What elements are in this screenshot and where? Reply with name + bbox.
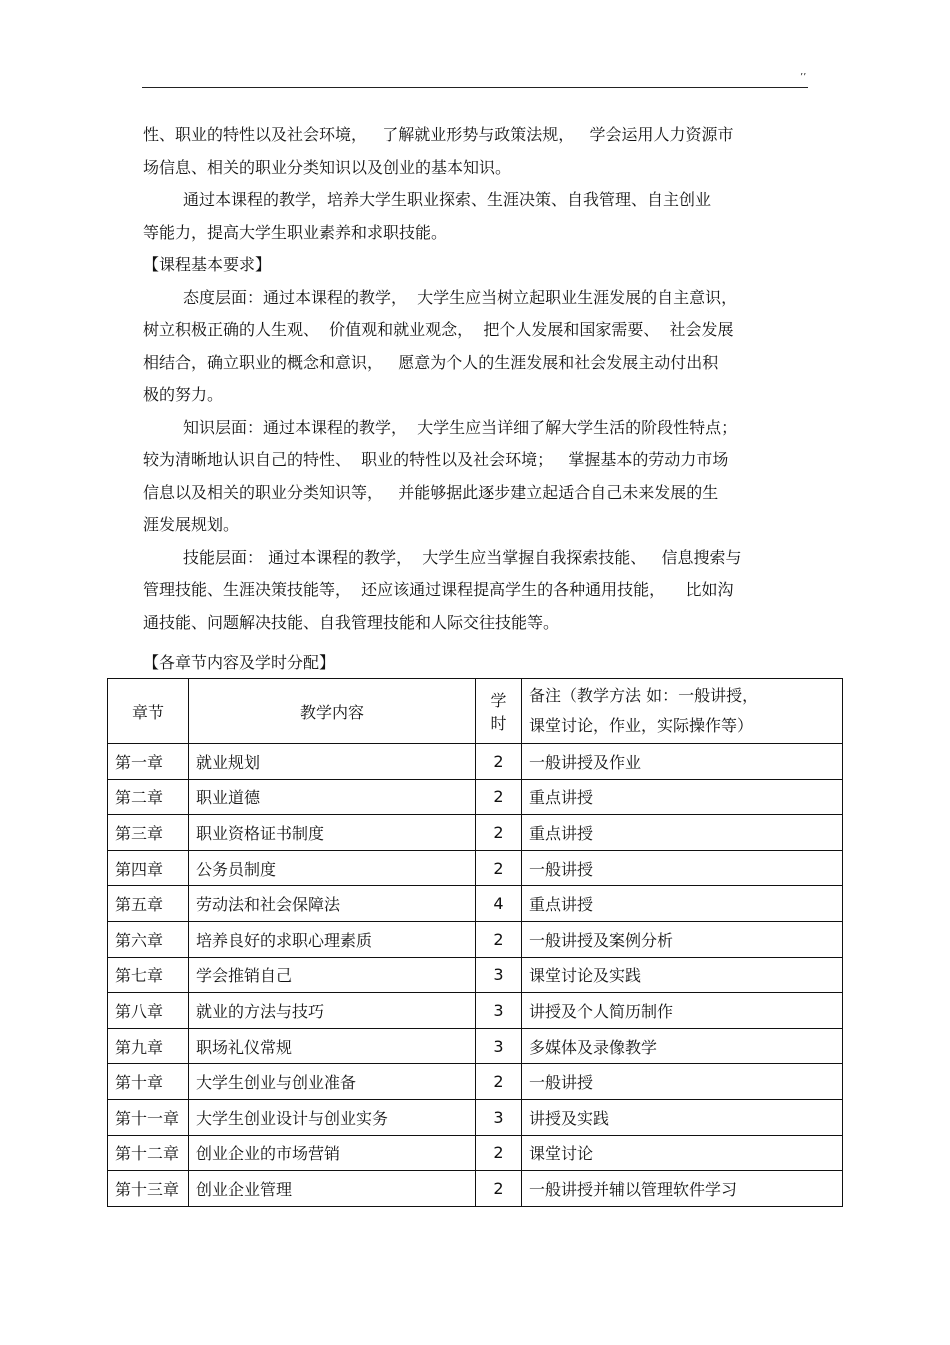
header-content: 教学内容 — [189, 679, 476, 744]
table-row — [108, 1099, 843, 1135]
cell-chapter: 第十二章 — [108, 1135, 189, 1171]
table-row — [108, 1064, 843, 1100]
table-row — [108, 815, 843, 851]
cell-content: 劳动法和社会保障法 — [189, 886, 476, 922]
table-header-row — [108, 679, 843, 744]
cell-chapter: 第十一章 — [108, 1099, 189, 1135]
cell-note: 多媒体及录像教学 — [522, 1028, 843, 1064]
cell-chapter: 第十三章 — [108, 1171, 189, 1207]
paragraph-line: 技能层面： 通过本课程的教学， 大学生应当掌握自我探索技能、 信息搜索与 — [183, 547, 742, 567]
cell-hours: 2 — [476, 744, 522, 780]
cell-note: 一般讲授 — [522, 850, 843, 886]
paragraph-line: 涯发展规划。 — [143, 515, 240, 534]
table-row — [108, 850, 843, 886]
cell-content: 职业资格证书制度 — [189, 815, 476, 851]
cell-content: 职业道德 — [189, 779, 476, 815]
paragraph-line: 场信息、相关的职业分类知识以及创业的基本知识。 — [143, 157, 512, 177]
cell-hours: 2 — [476, 1171, 522, 1207]
paragraph-line: 通过本课程的教学，培养大学生职业探索、生涯决策、自我管理、自主创业 — [183, 190, 712, 209]
cell-note: 重点讲授 — [522, 886, 843, 922]
table-row — [108, 1028, 843, 1064]
paragraph-line: 极的努力。 — [143, 385, 224, 404]
cell-content: 创业企业的市场营销 — [189, 1135, 476, 1171]
cell-content: 就业的方法与技巧 — [189, 993, 476, 1029]
cell-content: 就业规划 — [189, 744, 476, 780]
paragraph-line: 态度层面：通过本课程的教学， 大学生应当树立起职业生涯发展的自主意识， — [183, 287, 738, 307]
cell-hours: 2 — [476, 921, 522, 957]
header-rule — [142, 87, 808, 88]
cell-hours: 2 — [476, 779, 522, 815]
paragraph-line: 知识层面：通过本课程的教学， 大学生应当详细了解大学生活的阶段性特点； — [183, 417, 738, 437]
cell-hours: 4 — [476, 886, 522, 922]
table-title: 【各章节内容及学时分配】 — [143, 653, 336, 672]
paragraph-line: 管理技能、生涯决策技能等， 还应该通过课程提高学生的各种通用技能， 比如沟 — [143, 580, 734, 599]
cell-note: 一般讲授及案例分析 — [522, 921, 843, 957]
table-row — [108, 957, 843, 993]
cell-chapter: 第一章 — [108, 744, 189, 780]
cell-hours: 3 — [476, 1099, 522, 1135]
cell-content: 职场礼仪常规 — [189, 1028, 476, 1064]
cell-note: 讲授及实践 — [522, 1099, 843, 1135]
cell-note: 讲授及个人简历制作 — [522, 993, 843, 1029]
table-row — [108, 744, 843, 780]
cell-note: 重点讲授 — [522, 815, 843, 851]
header-hours: 学时 — [476, 679, 522, 744]
paragraph-line: 信息以及相关的职业分类知识等， 并能够据此逐步建立起适合自己未来发展的生 — [143, 482, 719, 502]
paragraph-line: 性、职业的特性以及社会环境， 了解就业形势与政策法规， 学会运用人力资源市 — [143, 125, 734, 144]
cell-note: 一般讲授及作业 — [522, 744, 843, 780]
cell-note: 一般讲授 — [522, 1064, 843, 1100]
cell-chapter: 第六章 — [108, 921, 189, 957]
cell-content: 公务员制度 — [189, 850, 476, 886]
header-chapter: 章节 — [108, 679, 189, 744]
paragraph-line: 相结合，确立职业的概念和意识， 愿意为个人的生涯发展和社会发展主动付出积 — [143, 352, 719, 372]
cell-content: 学会推销自己 — [189, 957, 476, 993]
cell-note: 一般讲授并辅以管理软件学习 — [522, 1171, 843, 1207]
paragraph-line: 树立积极正确的人生观、 价值观和就业观念， 把个人发展和国家需要、 社会发展 — [143, 320, 734, 339]
schedule-table — [107, 678, 843, 1207]
cell-content: 创业企业管理 — [189, 1171, 476, 1207]
cell-chapter: 第十章 — [108, 1064, 189, 1100]
cell-hours: 2 — [476, 815, 522, 851]
header-note-line1: 备注（教学方法 如：一般讲授， — [529, 686, 759, 705]
cell-chapter: 第四章 — [108, 850, 189, 886]
cell-content: 大学生创业与创业准备 — [189, 1064, 476, 1100]
cell-content: 培养良好的求职心理素质 — [189, 921, 476, 957]
table-row — [108, 921, 843, 957]
table-row — [108, 1171, 843, 1207]
cell-chapter: 第三章 — [108, 815, 189, 851]
cell-hours: 2 — [476, 850, 522, 886]
cell-hours: 2 — [476, 1135, 522, 1171]
cell-note: 课堂讨论及实践 — [522, 957, 843, 993]
cell-note: 重点讲授 — [522, 779, 843, 815]
section-heading: 【课程基本要求】 — [143, 255, 272, 274]
cell-chapter: 第二章 — [108, 779, 189, 815]
cell-note: 课堂讨论 — [522, 1135, 843, 1171]
table-row — [108, 779, 843, 815]
paragraph-line: 较为清晰地认识自己的特性、 职业的特性以及社会环境； 掌握基本的劳动力市场 — [143, 450, 729, 469]
cell-chapter: 第五章 — [108, 886, 189, 922]
cell-hours: 3 — [476, 993, 522, 1029]
cell-hours: 3 — [476, 1028, 522, 1064]
header-note-line2: 课堂讨论，作业，实际操作等） — [529, 716, 754, 735]
body-text — [143, 119, 813, 639]
header-mark: ’’ — [800, 72, 807, 83]
cell-chapter: 第九章 — [108, 1028, 189, 1064]
table-row — [108, 993, 843, 1029]
header-note — [522, 679, 843, 744]
paragraph-line: 通技能、问题解决技能、自我管理技能和人际交往技能等。 — [143, 612, 560, 632]
cell-chapter: 第八章 — [108, 993, 189, 1029]
table-row — [108, 1135, 843, 1171]
cell-hours: 2 — [476, 1064, 522, 1100]
cell-content: 大学生创业设计与创业实务 — [189, 1099, 476, 1135]
cell-chapter: 第七章 — [108, 957, 189, 993]
cell-hours: 3 — [476, 957, 522, 993]
paragraph-line: 等能力，提高大学生职业素养和求职技能。 — [143, 222, 448, 242]
table-row — [108, 886, 843, 922]
